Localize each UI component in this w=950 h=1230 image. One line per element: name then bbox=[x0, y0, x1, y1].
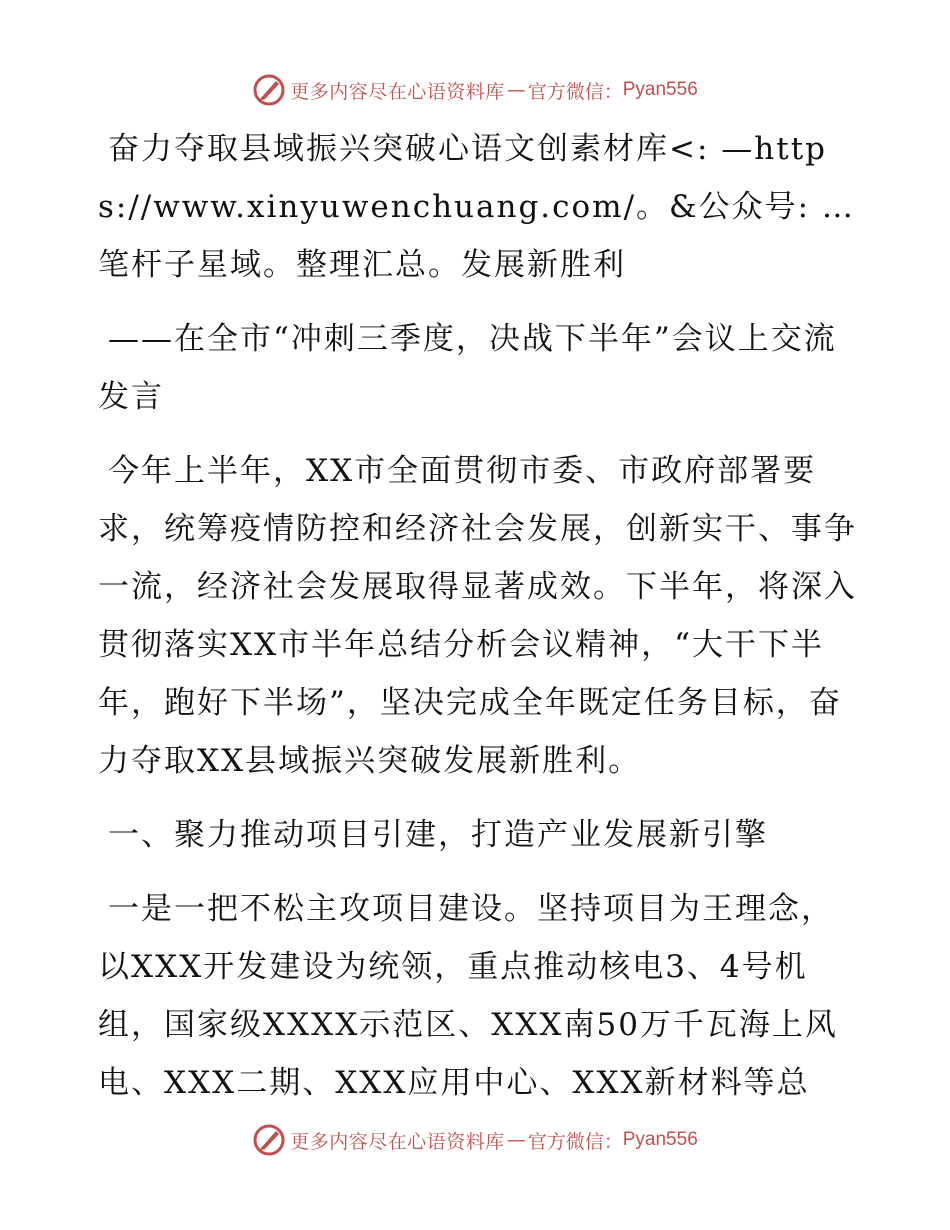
watermark-header bbox=[0, 70, 950, 110]
watermark-label: 官方微信： bbox=[527, 1130, 623, 1153]
document-body bbox=[98, 120, 858, 1128]
watermark-main-text: 更多内容尽在心语资料库 bbox=[290, 80, 505, 103]
body-paragraph: 一是一把不松主攻项目建设。坚持项目为王理念，以XXX开发建设为统领，重点推动核电3、4号机组，国家级XXXX示范区、XXX南50万千瓦海上风电、XXX二期、XXX应用中心、XXX新材料等总 bbox=[98, 891, 838, 1101]
document-title: 奋力夺取县域振兴突破心语文创素材库<: —https://www.xinyuwenchuang.com/。&公众号: …笔杆子星域。整理汇总。发展新胜利 bbox=[98, 131, 855, 283]
watermark-wechat-id: Pyan556 bbox=[622, 1129, 698, 1150]
watermark-wechat-id: Pyan556 bbox=[622, 79, 698, 100]
quill-logo-icon bbox=[252, 1123, 286, 1157]
quill-logo-icon bbox=[252, 73, 286, 107]
document-subtitle: ——在全市“冲刺三季度，决战下半年”会议上交流发言 bbox=[98, 321, 837, 415]
watermark-main-text: 更多内容尽在心语资料库 bbox=[290, 1130, 505, 1153]
watermark-dash: — bbox=[506, 1129, 526, 1151]
watermark-dash: — bbox=[506, 79, 526, 101]
section-heading: 一、聚力推动项目引建，打造产业发展新引擎 bbox=[108, 817, 768, 853]
intro-paragraph: 今年上半年，XX市全面贯彻市委、市政府部署要求，统筹疫情防控和经济社会发展，创新实干、事争一流，经济社会发展取得显著成效。下半年，将深入贯彻落实XX市半年总结分析会议精神，“大干下半年，跑好下半场”，坚决完成全年既定任务目标，奋力夺取XX县域振兴突破发展新胜利。 bbox=[98, 453, 857, 779]
watermark-footer bbox=[0, 1120, 950, 1160]
watermark-label: 官方微信： bbox=[527, 80, 623, 103]
